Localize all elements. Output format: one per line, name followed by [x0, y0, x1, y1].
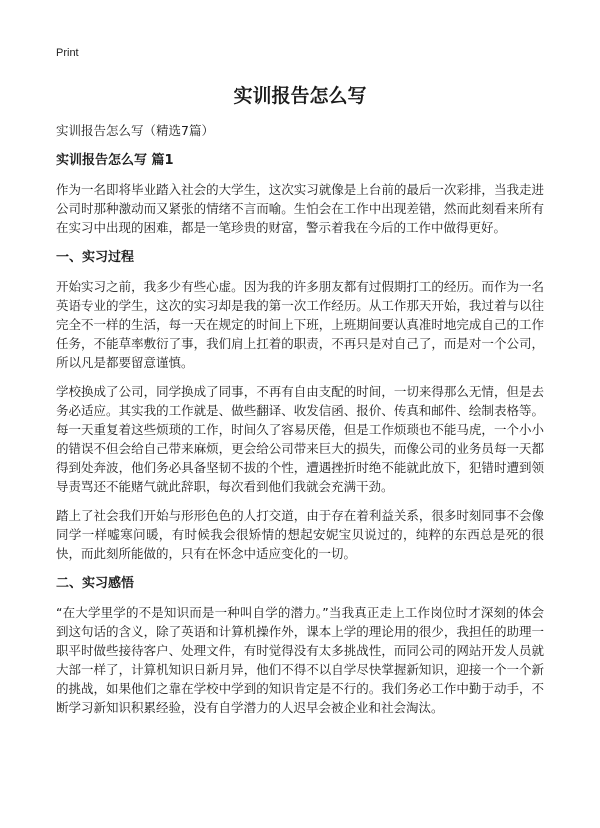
section-heading-process: 一、实习过程	[56, 250, 135, 265]
paragraph: 踏上了社会我们开始与形形色色的人打交道，由于存在着利益关系，很多时刻同事不会像同学一样嘘寒问暖，有时候我会很矫情的想起安妮宝贝说过的，纯粹的东西总是死的很快，而此刻所能做的，只有在怀念中适应变化的一切。	[56, 508, 544, 561]
print-link[interactable]: Print	[56, 47, 79, 59]
section-heading-insights: 二、实习感悟	[56, 576, 135, 591]
paragraph: 学校换成了公司，同学换成了同事，不再有自由支配的时间，一切来得那么无情，但是去务必适应。其实我的工作就是、做些翻译、收发信函、报价、传真和邮件、绘制表格等。每一天重复着这些烦琐的工作，时间久了容易厌倦，但是工作烦琐也不能马虎，一个小小的错误不但会给自己带来麻烦，更会给公司带来巨大的损失，而像公司的业务员每一天都得到处奔波，他们务必具备坚韧不拔的个性，遭遇挫折时绝不能就此放下，犯错时遭到领导责骂还不能赌气就此辞职，每次看到他们我就会充满干劲。	[56, 384, 544, 494]
intro-paragraph: 作为一名即将毕业踏入社会的大学生，这次实习就像是上台前的最后一次彩排，当我走进公司时那种激动而又紧张的情绪不言而喻。生怕会在工作中出现差错，然而此刻看来所有在实习中出现的困难，都是一笔珍贵的财富，警示着我在今后的工作中做得更好。	[56, 182, 544, 235]
document-subtitle: 实训报告怎么写（精选7篇）	[56, 123, 214, 138]
page-title: 实训报告怎么写	[233, 85, 367, 107]
article-heading: 实训报告怎么写 篇1	[56, 153, 174, 168]
paragraph: “在大学里学的不是知识而是一种叫自学的潜力。”当我真正走上工作岗位时才深刻的体会到这句话的含义，除了英语和计算机操作外，课本上学的理论用的很少，我担任的助理一职平时做些接待客户、处理文件，有时觉得没有太多挑战性，而同公司的网站开发人员就大部一样了，计算机知识日新月异，他们不得不以自学尽快掌握新知识，迎接一个一个新的挑战，如果他们之靠在学校中学到的知识肯定是不行的。我们务必工作中勤于动手，不断学习新知识积累经验，没有自学潜力的人迟早会被企业和社会淘汰。	[56, 605, 544, 715]
paragraph: 开始实习之前，我多少有些心虚。因为我的许多朋友都有过假期打工的经历。而作为一名英语专业的学生，这次的实习却是我的第一次工作经历。从工作那天开始，我过着与以往完全不一样的生活，每一天在规定的时间上下班，上班期间要认真准时地完成自己的工作任务，不能草率敷衍了事，我们肩上扛着的职责，不再只是对自己了，而是对一个公司，所以凡是都要留意谨慎。	[56, 279, 544, 370]
